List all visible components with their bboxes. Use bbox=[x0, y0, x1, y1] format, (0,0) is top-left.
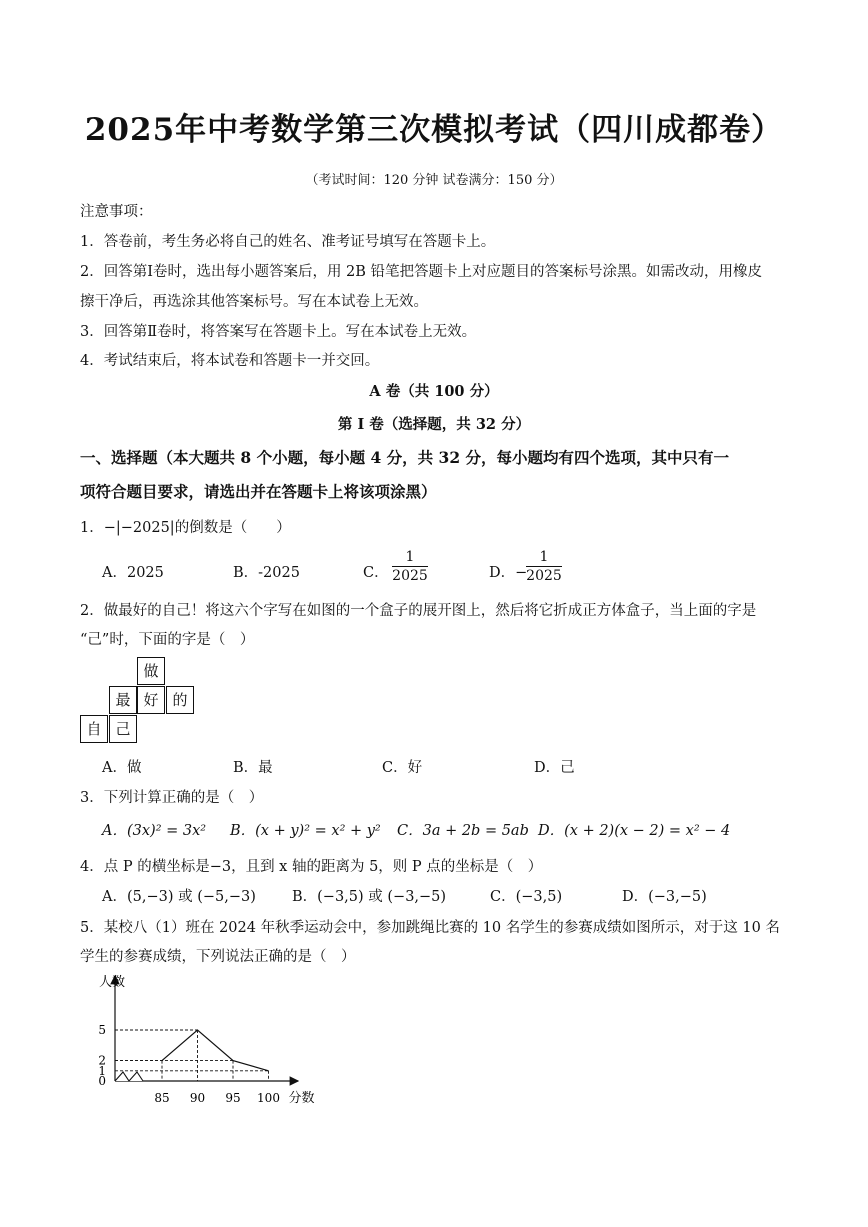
q4-option-d[interactable]: D．(−3,−5) bbox=[622, 889, 707, 905]
notice-3: 3．回答第Ⅱ卷时，将答案写在答题卡上。写在本试卷上无效。 bbox=[80, 324, 477, 340]
q4-option-a[interactable]: A．(5,−3) 或 (−5,−3) bbox=[102, 889, 256, 905]
q1-d-numerator: 1 bbox=[539, 549, 549, 565]
y-tick-label: 1 bbox=[98, 1063, 106, 1078]
notice-2: 2．回答第Ⅰ卷时，选出每小题答案后，用 2B 铅笔把答题卡上对应题目的答案标号涂黑。如需改动，用橡皮 bbox=[80, 264, 763, 280]
q4-option-b[interactable]: B．(−3,5) 或 (−3,−5) bbox=[292, 889, 447, 905]
q2-option-a[interactable]: A．做 bbox=[102, 760, 142, 776]
q3-option-c[interactable]: C．3a + 2b = 5ab bbox=[397, 823, 529, 839]
q1-option-c[interactable]: C． bbox=[363, 565, 389, 581]
series-line bbox=[162, 1030, 269, 1071]
q1-c-denominator: 2025 bbox=[392, 568, 428, 584]
fraction-bar bbox=[392, 566, 428, 567]
q2-option-c[interactable]: C．好 bbox=[382, 760, 423, 776]
y-axis-title: 人数 bbox=[98, 975, 126, 990]
q1-option-b[interactable]: B．-2025 bbox=[233, 565, 300, 581]
q3-stem: 3．下列计算正确的是（ ） bbox=[80, 790, 264, 806]
x-tick-label: 95 bbox=[225, 1091, 241, 1105]
q2-stem-line-1: 2．做最好的自己！将这六个字写在如图的一个盒子的展开图上，然后将它折成正方体盒子，当上面的字是 bbox=[80, 603, 757, 619]
q1-c-fraction bbox=[392, 549, 428, 584]
net-cell-ji: 己 bbox=[109, 715, 137, 743]
q2-stem-line-2: “己”时，下面的字是（ ） bbox=[80, 632, 255, 648]
x-tick-label: 85 bbox=[154, 1091, 170, 1105]
axis-break-mark bbox=[115, 1072, 143, 1081]
net-cell-hao: 好 bbox=[137, 686, 165, 714]
q3-option-a[interactable]: A．(3x)² = 3x² bbox=[102, 823, 207, 839]
net-cell-zi: 自 bbox=[80, 715, 108, 743]
section-a-heading: A 卷（共 100 分） bbox=[369, 383, 499, 400]
x-tick-label: 100 bbox=[257, 1091, 280, 1105]
q1-stem: 1．−|−2025|的倒数是（ ） bbox=[80, 520, 291, 536]
y-tick-label: 5 bbox=[98, 1023, 106, 1037]
x-tick-label: 90 bbox=[189, 1091, 206, 1105]
q5-stem-line-2: 学生的参赛成绩，下列说法正确的是（ ） bbox=[80, 949, 356, 965]
fraction-bar bbox=[526, 566, 562, 567]
instructions-line-1: 一、选择题（本大题共 8 个小题，每小题 4 分，共 32 分，每小题均有四个选项，其中只有一 bbox=[80, 448, 730, 467]
notice-header: 注意事项： bbox=[80, 204, 153, 220]
q1-c-numerator: 1 bbox=[405, 549, 415, 565]
q2-option-b[interactable]: B．最 bbox=[233, 760, 273, 776]
net-cell-de: 的 bbox=[166, 686, 194, 714]
q5-stem-line-1: 5．某校八（1）班在 2024 年秋季运动会中，参加跳绳比赛的 10 名学生的参赛成绩如图所示，对于这 10 名 bbox=[80, 920, 780, 936]
q2-option-d[interactable]: D．己 bbox=[534, 760, 575, 776]
q1-option-d[interactable]: D．− bbox=[489, 565, 528, 581]
q1-d-fraction bbox=[526, 549, 562, 584]
y-tick-label: 2 bbox=[98, 1053, 106, 1068]
y-tick-label: 0 bbox=[98, 1074, 106, 1088]
notice-2-cont: 擦干净后，再选涂其他答案标号。写在本试卷上无效。 bbox=[80, 294, 428, 310]
q3-option-b[interactable]: B．(x + y)² = x² + y² bbox=[230, 823, 381, 839]
q4-option-c[interactable]: C．(−3,5) bbox=[490, 889, 563, 905]
q1-option-a[interactable]: A．2025 bbox=[102, 565, 164, 581]
q3-option-d[interactable]: D．(x + 2)(x − 2) = x² − 4 bbox=[538, 823, 731, 839]
q4-stem: 4．点 P 的横坐标是−3，且到 x 轴的距离为 5，则 P 点的坐标是（ ） bbox=[80, 859, 543, 875]
net-cell-zuo: 做 bbox=[137, 657, 165, 685]
part-one-heading: 第 I 卷（选择题，共 32 分） bbox=[337, 416, 531, 433]
notice-4: 4．考试结束后，将本试卷和答题卡一并交回。 bbox=[80, 353, 380, 369]
q1-d-denominator: 2025 bbox=[526, 568, 562, 584]
exam-info: （考试时间：120 分钟 试卷满分：150 分） bbox=[305, 173, 563, 188]
x-axis-title: 分数 bbox=[288, 1091, 315, 1106]
instructions-line-2: 项符合题目要求，请选出并在答题卡上将该项涂黑） bbox=[80, 482, 437, 501]
notice-1: 1．答卷前，考生务必将自己的姓名、准考证号填写在答题卡上。 bbox=[80, 234, 496, 250]
net-cell-zui: 最 bbox=[109, 686, 137, 714]
score-line-chart bbox=[70, 968, 330, 1108]
page-title: 2025年中考数学第三次模拟考试（四川成都卷） bbox=[84, 112, 784, 148]
